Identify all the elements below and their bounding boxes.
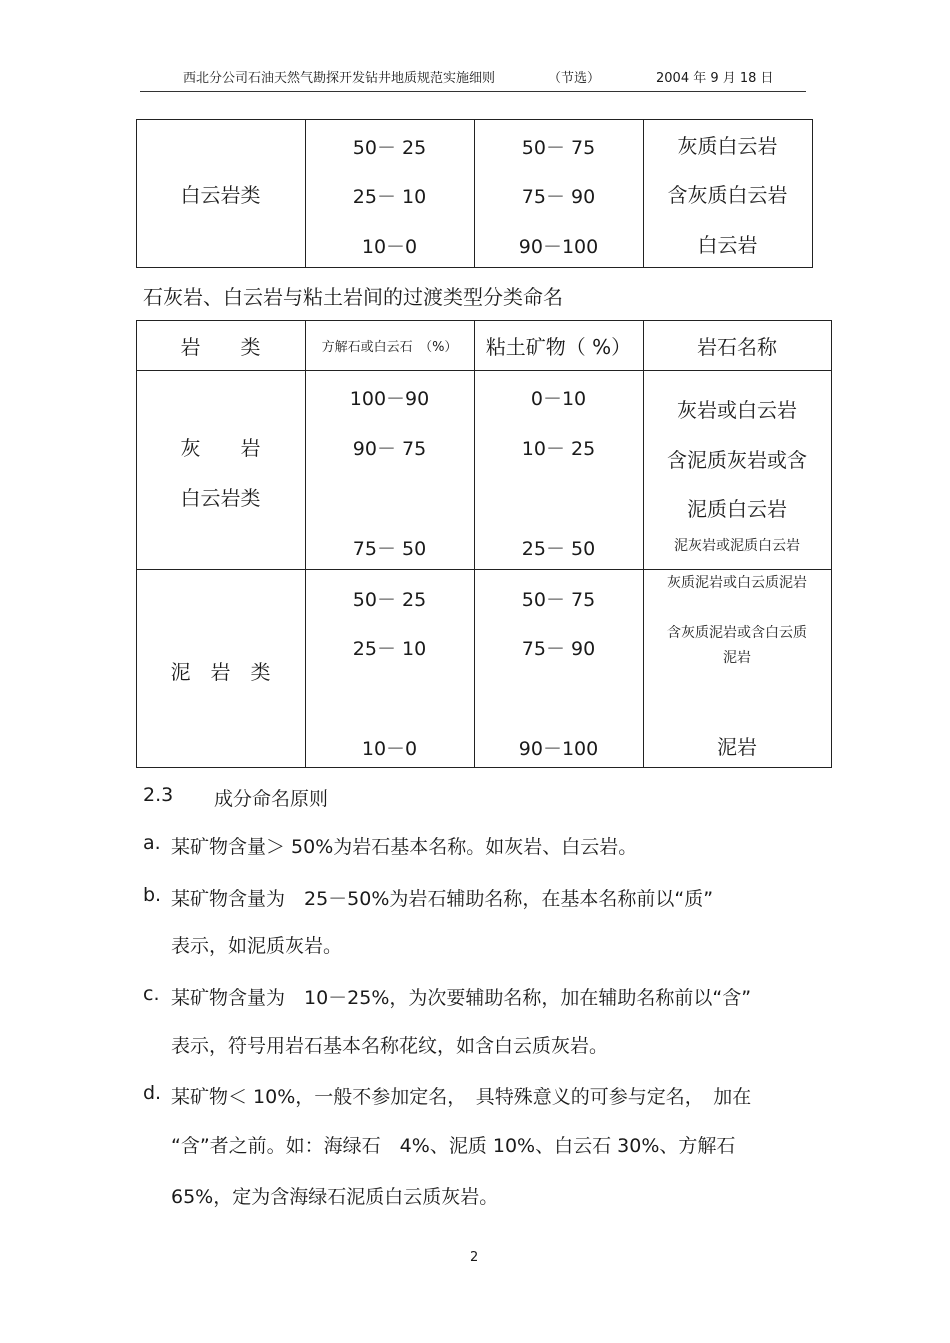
table-cell: 90－ 75 [352,438,427,460]
table-cell: 灰质白云岩 [677,134,778,158]
table-cell: 75－ 90 [521,186,596,208]
rule-b-text: 某矿物含量为 25－50%为岩石辅助名称，在基本名称前以“质” [171,888,714,910]
table-cell: 灰岩或白云岩 [677,398,797,422]
table-cell: 75－ 50 [352,538,427,560]
table-cell: 100－90 [349,388,430,410]
table-cell: 90－100 [518,236,599,258]
rule-c-label: c. [143,983,160,1005]
rule-a-label: a. [143,832,161,854]
rule-d-text: “含”者之前。如：海绿石 4%、泥质 10%、白云石 30%、方解石 [171,1135,736,1157]
section-title: 成分命名原则 [214,788,329,810]
table-cell: 白云岩 [697,233,758,257]
table-cell: 50－ 25 [352,137,427,159]
table-cell: 0－10 [530,388,587,410]
table2-category: 白云岩类 [180,486,261,510]
rule-d-text: 65%，定为含海绿石泥质白云质灰岩。 [171,1186,499,1208]
table-cell: 泥灰岩或泥质白云岩 [674,538,800,554]
rule-c-text: 某矿物含量为 10－25%，为次要辅助名称，加在辅助名称前以“含” [171,987,752,1009]
table-cell: 90－100 [518,738,599,760]
header-date: 2004 年 9 月 18 日 [656,71,774,86]
header-section: （节选） [548,71,601,86]
column-header: 粘土矿物（ %） [485,335,632,359]
table-cell: 75－ 90 [521,638,596,660]
header-title: 西北分公司石油天然气勘探开发钻井地质规范实施细则 [183,71,496,86]
table-cell: 灰质泥岩或白云质泥岩 [667,575,807,591]
table-cell: 含灰质白云岩 [667,183,788,207]
rule-d-label: d. [143,1082,162,1104]
rule-a-text: 某矿物含量＞ 50%为岩石基本名称。如灰岩、白云岩。 [171,836,638,858]
table-cell: 10－ 25 [521,438,596,460]
rule-b-text: 表示，如泥质灰岩。 [171,935,343,957]
rule-c-text: 表示，符号用岩石基本名称花纹，如含白云质灰岩。 [171,1035,609,1057]
page-number: 2 [470,1250,479,1265]
table-cell: 泥质白云岩 [687,497,787,521]
rule-b-label: b. [143,884,162,906]
table2-category: 泥 岩 类 [170,660,271,684]
table-cell: 10－0 [361,738,418,760]
table-cell: 50－ 75 [521,137,596,159]
section-number: 2.3 [143,784,174,806]
table-cell: 含灰质泥岩或含白云质 [667,625,807,641]
table-cell: 25－ 50 [521,538,596,560]
table-cell: 25－ 10 [352,186,427,208]
rule-d-text: 某矿物＜ 10%，一般不参加定名， 具特殊意义的可参与定名， 加在 [171,1086,752,1108]
column-header: 岩石名称 [697,335,777,359]
header-rule [140,91,806,92]
table-cell: 25－ 10 [352,638,427,660]
table-cell: 泥岩 [723,650,751,666]
column-header: 方解石或白云石 （%） [321,340,458,355]
table2-caption: 石灰岩、白云岩与粘土岩间的过渡类型分类命名 [143,285,563,309]
table1-category: 白云岩类 [180,183,261,207]
table-cell: 50－ 75 [521,589,596,611]
column-header: 岩 类 [180,335,261,359]
table-cell: 含泥质灰岩或含 [667,448,807,472]
table2-category: 灰 岩 [180,436,261,460]
table-cell: 10－0 [361,236,418,258]
table-cell: 泥岩 [717,735,757,759]
table-cell: 50－ 25 [352,589,427,611]
